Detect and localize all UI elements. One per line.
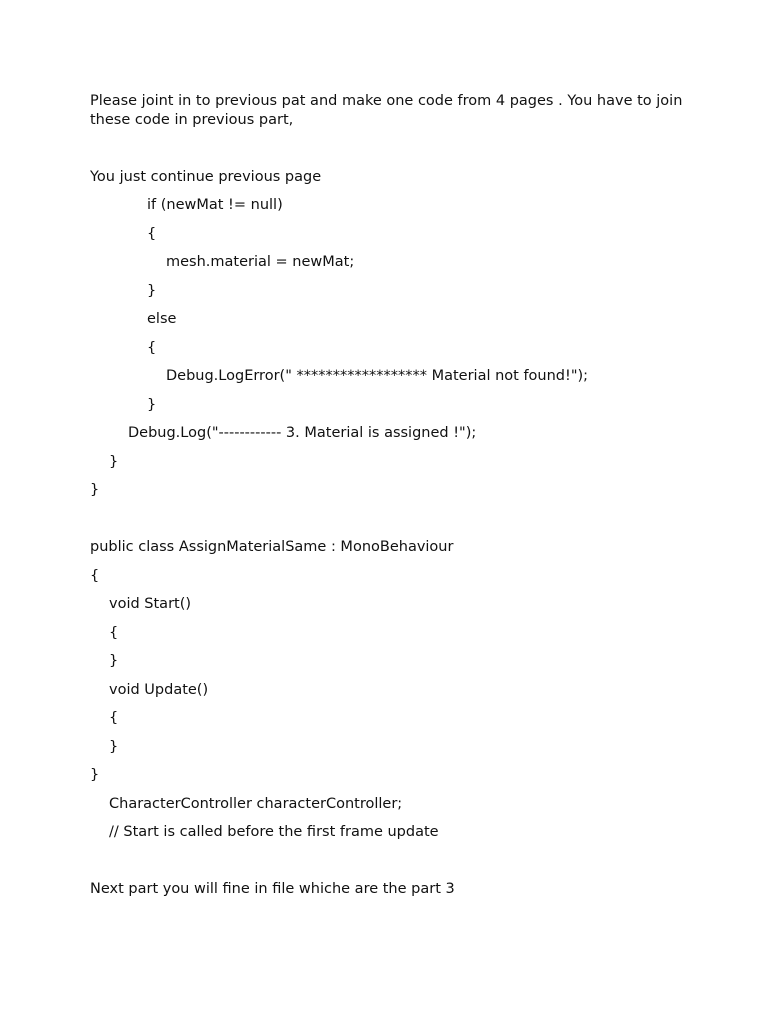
code-line-brace-close: } xyxy=(147,397,157,413)
code-line-brace-close: } xyxy=(90,482,100,498)
code-line-brace-open: { xyxy=(109,625,119,641)
code-line-start: void Start() xyxy=(109,596,192,612)
code-line-brace-close: } xyxy=(147,283,157,299)
code-line-brace-close: } xyxy=(90,767,100,783)
code-line-brace-open: { xyxy=(109,710,119,726)
code-line-else: else xyxy=(147,311,177,327)
code-line-if: if (newMat != null) xyxy=(147,197,283,213)
code-line-brace-close: } xyxy=(109,739,119,755)
code-line-field: CharacterController characterController; xyxy=(109,796,403,812)
next-part-note: Next part you will fine in file whiche are the part 3 xyxy=(90,881,455,897)
code-line-brace-close: } xyxy=(109,454,119,470)
code-line-brace-close: } xyxy=(109,653,119,669)
code-line-debug-log: Debug.Log("------------ 3. Material is assigned !"); xyxy=(128,425,477,441)
code-line-brace-open: { xyxy=(147,226,157,242)
code-line-brace-open: { xyxy=(147,340,157,356)
continue-note: You just continue previous page xyxy=(90,169,322,185)
code-line-brace-open: { xyxy=(90,568,100,584)
code-line-class-decl: public class AssignMaterialSame : MonoBehaviour xyxy=(90,539,454,555)
code-line-update: void Update() xyxy=(109,682,209,698)
code-line-comment: // Start is called before the first frame update xyxy=(109,824,439,840)
intro-paragraph: Please joint in to previous pat and make one code from 4 pages . You have to join these code in previous part, xyxy=(90,93,683,128)
code-line-assign: mesh.material = newMat; xyxy=(166,254,355,270)
code-line-log-error: Debug.LogError(" ****************** Material not found!"); xyxy=(166,368,589,384)
